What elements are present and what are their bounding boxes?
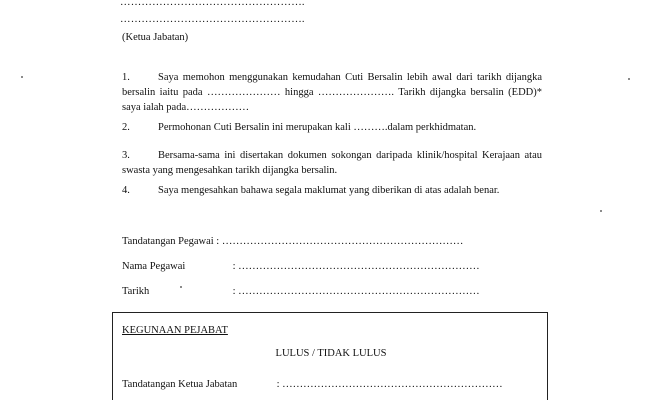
tandatangan-field[interactable]: ……………………………………………………………	[221, 236, 464, 247]
ketua-signature-row	[122, 379, 503, 390]
header-dotted-line-1: …………………………………………….	[120, 0, 305, 8]
ketua-jabatan-label: (Ketua Jabatan)	[122, 32, 189, 43]
item-1	[122, 70, 542, 115]
nama-field[interactable]: : ……………………………………………………………	[232, 261, 480, 272]
item-1-number: 1.	[122, 72, 130, 83]
tandatangan-row	[122, 236, 463, 247]
item-3-text: Bersama-sama ini disertakan dokumen sokongan daripada klinik/hospital Kerajaan atau swasta yang mengesahkan tarikh dijangka bersalin.	[122, 150, 542, 176]
tandatangan-label: Tandatangan Pegawai :	[122, 236, 220, 247]
item-2-number: 2.	[122, 122, 130, 133]
nama-label: Nama Pegawai	[122, 261, 186, 272]
scan-speck	[21, 76, 23, 78]
item-1-text: Saya memohon menggunakan kemudahan Cuti Bersalin lebih awal dari tarikh dijangka bersalin iaitu pada ………………… hingga …………………. Tarikh dijangka bersalin (EDD)* saya ialah pada………………	[122, 72, 542, 113]
ketua-signature-field[interactable]: : ………………………………………………………	[276, 379, 503, 390]
item-3	[122, 148, 542, 178]
item-3-number: 3.	[122, 150, 130, 161]
tarikh-field[interactable]: : ……………………………………………………………	[232, 286, 480, 297]
office-use-title: KEGUNAAN PEJABAT	[122, 325, 228, 336]
tarikh-label: Tarikh	[122, 286, 150, 297]
item-4	[122, 183, 542, 198]
nama-row	[122, 261, 480, 272]
scan-speck	[628, 78, 630, 80]
scan-speck	[180, 286, 182, 288]
approval-status: LULUS / TIDAK LULUS	[275, 348, 387, 359]
item-2	[122, 120, 542, 135]
header-dotted-line-2: …………………………………………….	[120, 14, 305, 25]
item-2-text: Permohonan Cuti Bersalin ini merupakan kali ……….dalam perkhidmatan.	[158, 122, 477, 133]
item-4-number: 4.	[122, 185, 130, 196]
ketua-signature-label: Tandatangan Ketua Jabatan	[122, 379, 238, 390]
scan-speck	[600, 210, 602, 212]
item-4-text: Saya mengesahkan bahawa segala maklumat yang diberikan di atas adalah benar.	[158, 185, 500, 196]
office-use-box	[112, 312, 548, 400]
tarikh-row	[122, 286, 480, 297]
